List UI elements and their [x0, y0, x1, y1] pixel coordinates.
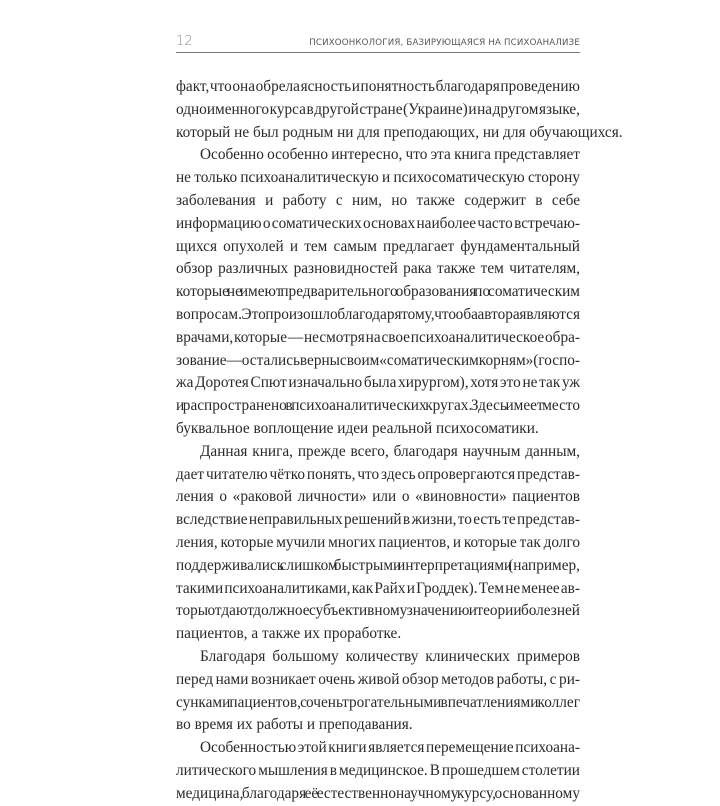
text-line: обзор различных разновидностей рака также тем читателям, [176, 260, 580, 278]
text-line: врачами, которые — несмотря на свое психоаналитическое обра- [176, 328, 580, 346]
body-text [176, 76, 623, 806]
text-line: Благодаря большому количеству клинических примеров [200, 647, 580, 665]
text-line: зование — остались верны своим «соматическим корням» (госпо- [176, 351, 580, 369]
text-line: Особенностью этой книги является перемещение психоана- [200, 739, 580, 757]
text-line: торы отдают должное субъективному значению и теории болезней [176, 602, 580, 620]
text-line: перед нами возникает очень живой обзор методов работы, с ри- [176, 670, 580, 688]
text-line: и распространено в психоаналитических кругах. Здесь имеет место [176, 397, 580, 415]
text-line: одноименного курса в другой стране (Украине) и на другом языке, [176, 100, 580, 118]
text-line: ления, которые мучили многих пациентов, и которые так долго [176, 533, 580, 551]
text-line: щихся опухолей и тем самым предлагает фундаментальный [176, 237, 580, 255]
page-header [176, 30, 580, 53]
text-line: сунками пациентов, с очень трогательными впечатлениями коллег [176, 693, 580, 711]
text-line: информацию о соматических основах наиболее часто встречаю- [176, 214, 580, 232]
text-line: поддерживались слишком быстрыми интерпретациями (например, [176, 556, 580, 574]
text-line: буквальное воплощение идеи реальной психосоматики. [176, 419, 539, 437]
text-line: дает читателю чётко понять, что здесь опровергаются представ- [176, 465, 580, 483]
text-line: заболевания и работу с ним, но также содержит в себе [176, 191, 580, 209]
text-line: такими психоаналитиками, как Райх и Гроддек). Тем не менее ав- [176, 579, 580, 597]
text-line: медицина, благодаря её естественнонаучному курсу, основанному [176, 784, 580, 802]
text-line: литического мышления в медицинское. В прошедшем столетии [176, 761, 580, 779]
text-line: пациентов, а также их проработке. [176, 625, 402, 643]
text-line: Особенно особенно интересно, что эта книга представляет [200, 146, 580, 164]
page-number: 12 [176, 34, 193, 49]
text-line: ления о «раковой личности» или о «виновности» пациентов [176, 488, 580, 506]
text-line: не только психоаналитическую и психосоматическую сторону [176, 169, 580, 187]
text-line: вопросам. Это произошло благодаря тому, что оба автора являются [176, 305, 580, 323]
text-line: факт, что она обрела ясность и понятность благодаря проведению [176, 78, 580, 95]
text-line: жа Доротея Спют изначально была хирургом), хотя это не так уж [176, 374, 580, 392]
text-line: во время их работы и преподавания. [176, 716, 413, 734]
text-line: Данная книга, прежде всего, благодаря научным данным, [200, 442, 580, 460]
running-title: ПСИХООНКОЛОГИЯ, БАЗИРУЮЩАЯСЯ НА ПСИХОАНАЛИЗЕ [309, 38, 580, 48]
text-line: вследствие неправильных решений в жизни, то есть те представ- [176, 511, 580, 529]
text-line: который не был родным ни для преподающих, ни для обучающихся. [176, 123, 623, 141]
text-line: которые не имеют предварительного образования по соматическим [176, 283, 580, 301]
